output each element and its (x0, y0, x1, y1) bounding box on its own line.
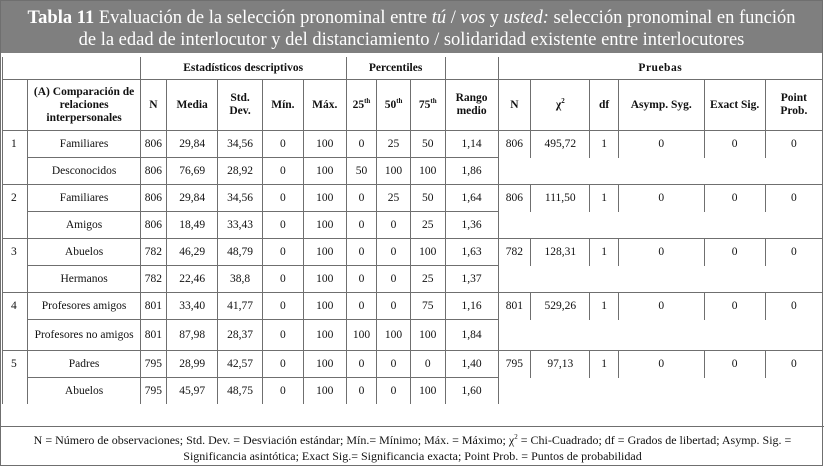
cell-p25: 0 (346, 378, 377, 405)
cell-df: 1 (590, 239, 619, 266)
header-cell-empty (28, 57, 140, 80)
cell-max: 100 (303, 185, 346, 212)
cell-exact: 0 (704, 239, 765, 266)
footnote-text-b: = Chi-Cuadrado; df = Grados de libertad; Asymp. Sig. = (517, 433, 792, 447)
cell-chi: 495,72 (531, 131, 590, 158)
title-line-2: de la edad de interlocutor y del distanciamiento / solidaridad existente entre interlocutores (78, 30, 745, 50)
header-df: df (590, 80, 619, 131)
header-chi (531, 80, 590, 131)
cell-rango: 1,60 (445, 378, 498, 405)
cell-idx (3, 212, 28, 239)
header-row-columns (3, 80, 823, 131)
cell-p75: 100 (410, 239, 445, 266)
cell-p50: 100 (377, 158, 411, 185)
cell-n: 795 (140, 378, 167, 405)
cell-rango: 1,84 (445, 320, 498, 351)
cell-min: 0 (263, 378, 304, 405)
cell-asymp: 0 (618, 239, 704, 266)
title-line-1 (9, 7, 814, 29)
cell-n2: 801 (498, 293, 531, 320)
cell-n2: 795 (498, 351, 531, 378)
cell-n: 795 (140, 351, 167, 378)
cell-p75: 0 (410, 351, 445, 378)
cell-max: 100 (303, 293, 346, 320)
cell-min: 0 (263, 131, 304, 158)
cell-n: 806 (140, 158, 167, 185)
cell-n2: 806 (498, 131, 531, 158)
cell-p25: 0 (346, 185, 377, 212)
cell-std: 28,92 (218, 158, 263, 185)
cell-max: 100 (303, 239, 346, 266)
header-cell-empty (3, 57, 28, 80)
cell-chi: 529,26 (531, 293, 590, 320)
cell-rango: 1,40 (445, 351, 498, 378)
cell-max: 100 (303, 158, 346, 185)
cell-empty-tests (498, 266, 822, 293)
table-body (3, 131, 823, 405)
cell-p75: 25 (410, 266, 445, 293)
title-usted: usted: (503, 8, 549, 28)
footnote-text-a: N = Número de observaciones; Std. Dev. = Desviación estándar; Mín.= Mínimo; Máx. = Máximo; χ (33, 433, 515, 447)
cell-p75: 75 (410, 293, 445, 320)
cell-point: 0 (765, 293, 822, 320)
cell-p25: 0 (346, 239, 377, 266)
cell-point: 0 (765, 185, 822, 212)
cell-exact: 0 (704, 131, 765, 158)
cell-label: Abuelos (28, 239, 140, 266)
cell-media: 18,49 (167, 212, 218, 239)
cell-min: 0 (263, 185, 304, 212)
header-exact: Exact Sig. (704, 80, 765, 131)
table-row (3, 293, 823, 320)
p75-number: 75 (418, 98, 431, 111)
cell-std: 33,43 (218, 212, 263, 239)
cell-p50: 25 (377, 185, 411, 212)
cell-point: 0 (765, 351, 822, 378)
cell-p25: 50 (346, 158, 377, 185)
cell-min: 0 (263, 158, 304, 185)
cell-label: Hermanos (28, 266, 140, 293)
table-row (3, 266, 823, 293)
title-text-b: selección pronominal en función (548, 8, 796, 28)
cell-media: 29,84 (167, 131, 218, 158)
cell-p25: 0 (346, 131, 377, 158)
cell-p75: 100 (410, 320, 445, 351)
header-group-pruebas: Pruebas (498, 57, 822, 80)
cell-rango: 1,14 (445, 131, 498, 158)
cell-p50: 0 (377, 212, 411, 239)
p25-number: 25 (352, 98, 365, 111)
cell-p50: 0 (377, 378, 411, 405)
cell-empty-tests (498, 378, 822, 405)
cell-max: 100 (303, 351, 346, 378)
header-p50 (377, 80, 411, 131)
cell-empty-tests (498, 158, 822, 185)
cell-min: 0 (263, 320, 304, 351)
cell-idx (3, 266, 28, 293)
cell-p75: 100 (410, 378, 445, 405)
cell-idx (3, 378, 28, 405)
cell-rango: 1,36 (445, 212, 498, 239)
cell-idx: 1 (3, 131, 28, 158)
footnote-chi-sup: 2 (514, 433, 518, 441)
cell-idx: 4 (3, 293, 28, 320)
cell-p75: 50 (410, 131, 445, 158)
header-max: Máx. (303, 80, 346, 131)
header-point: Point Prob. (765, 80, 822, 131)
cell-n: 782 (140, 266, 167, 293)
cell-empty-tests (498, 320, 822, 351)
p25-suffix: th (364, 96, 371, 105)
cell-asymp: 0 (618, 185, 704, 212)
cell-exact: 0 (704, 351, 765, 378)
title-slash: / (446, 8, 461, 28)
cell-df: 1 (590, 351, 619, 378)
cell-idx: 2 (3, 185, 28, 212)
cell-chi: 97,13 (531, 351, 590, 378)
cell-n: 806 (140, 185, 167, 212)
cell-p50: 0 (377, 293, 411, 320)
cell-asymp: 0 (618, 293, 704, 320)
table-row (3, 185, 823, 212)
footnote-line-2: Significancia asintótica; Exact Sig.= Significancia exacta; Point Prob. = Puntos de probabilidad (183, 449, 642, 463)
table-label: Tabla 11 (27, 8, 95, 28)
cell-label: Abuelos (28, 378, 140, 405)
cell-label: Familiares (28, 131, 140, 158)
cell-asymp: 0 (618, 131, 704, 158)
cell-p25: 100 (346, 320, 377, 351)
cell-label: Profesores no amigos (28, 320, 140, 351)
statistics-table (2, 57, 823, 404)
cell-rango: 1,86 (445, 158, 498, 185)
table-row (3, 131, 823, 158)
cell-n2: 782 (498, 239, 531, 266)
p75-suffix: th (430, 96, 437, 105)
title-text-a: Evaluación de la selección pronominal entre (94, 8, 432, 28)
cell-exact: 0 (704, 185, 765, 212)
chi-sup: 2 (561, 96, 565, 105)
cell-n: 806 (140, 212, 167, 239)
cell-media: 46,29 (167, 239, 218, 266)
table-row (3, 158, 823, 185)
cell-p50: 0 (377, 239, 411, 266)
cell-p75: 100 (410, 158, 445, 185)
cell-idx (3, 158, 28, 185)
chi-symbol: χ (555, 98, 562, 111)
cell-std: 38,8 (218, 266, 263, 293)
cell-std: 42,57 (218, 351, 263, 378)
cell-point: 0 (765, 239, 822, 266)
footnote-line-1 (9, 432, 816, 448)
cell-media: 45,97 (167, 378, 218, 405)
header-cell-empty (445, 57, 498, 80)
cell-std: 41,77 (218, 293, 263, 320)
cell-df: 1 (590, 131, 619, 158)
table-row (3, 239, 823, 266)
cell-p50: 100 (377, 320, 411, 351)
table-row (3, 212, 823, 239)
cell-n2: 806 (498, 185, 531, 212)
cell-p75: 50 (410, 185, 445, 212)
cell-max: 100 (303, 378, 346, 405)
cell-chi: 111,50 (531, 185, 590, 212)
cell-p50: 25 (377, 131, 411, 158)
footnote (1, 426, 824, 464)
cell-std: 28,37 (218, 320, 263, 351)
cell-max: 100 (303, 131, 346, 158)
cell-n: 782 (140, 239, 167, 266)
cell-std: 48,79 (218, 239, 263, 266)
cell-n: 801 (140, 293, 167, 320)
cell-p25: 0 (346, 351, 377, 378)
cell-idx: 3 (3, 239, 28, 266)
cell-p25: 0 (346, 212, 377, 239)
cell-p50: 0 (377, 351, 411, 378)
header-group-percentiles: Percentiles (346, 57, 445, 80)
header-row-groups (3, 57, 823, 80)
cell-media: 33,40 (167, 293, 218, 320)
cell-n: 806 (140, 131, 167, 158)
cell-max: 100 (303, 212, 346, 239)
cell-p25: 0 (346, 266, 377, 293)
cell-asymp: 0 (618, 351, 704, 378)
title-y: y (485, 8, 504, 28)
cell-label: Profesores amigos (28, 293, 140, 320)
cell-min: 0 (263, 351, 304, 378)
cell-std: 34,56 (218, 131, 263, 158)
table-row (3, 351, 823, 378)
cell-exact: 0 (704, 293, 765, 320)
cell-empty-tests (498, 212, 822, 239)
p50-number: 50 (384, 98, 397, 111)
cell-min: 0 (263, 266, 304, 293)
cell-media: 76,69 (167, 158, 218, 185)
cell-df: 1 (590, 293, 619, 320)
cell-n: 801 (140, 320, 167, 351)
cell-max: 100 (303, 320, 346, 351)
cell-point: 0 (765, 131, 822, 158)
header-cell-empty (3, 80, 28, 131)
cell-label: Amigos (28, 212, 140, 239)
cell-rango: 1,64 (445, 185, 498, 212)
cell-idx (3, 320, 28, 351)
cell-df: 1 (590, 185, 619, 212)
cell-label: Familiares (28, 185, 140, 212)
table-title (1, 1, 822, 53)
cell-p50: 0 (377, 266, 411, 293)
header-n: N (140, 80, 167, 131)
p50-suffix: th (396, 96, 403, 105)
cell-label: Desconocidos (28, 158, 140, 185)
cell-std: 48,75 (218, 378, 263, 405)
cell-idx: 5 (3, 351, 28, 378)
header-n2: N (498, 80, 531, 131)
title-tu: tú (431, 8, 447, 28)
header-p25 (346, 80, 377, 131)
header-asymp: Asymp. Syg. (618, 80, 704, 131)
cell-min: 0 (263, 239, 304, 266)
header-std: Std. Dev. (218, 80, 263, 131)
cell-media: 29,84 (167, 185, 218, 212)
header-rango: Rango medio (445, 80, 498, 131)
table-row (3, 320, 823, 351)
cell-max: 100 (303, 266, 346, 293)
cell-p75: 25 (410, 212, 445, 239)
cell-media: 28,99 (167, 351, 218, 378)
cell-rango: 1,16 (445, 293, 498, 320)
title-vos: vos (460, 8, 486, 28)
cell-p25: 0 (346, 293, 377, 320)
cell-rango: 1,37 (445, 266, 498, 293)
cell-media: 87,98 (167, 320, 218, 351)
cell-label: Padres (28, 351, 140, 378)
header-comparison: (A) Comparación de relaciones interpersonales (28, 80, 140, 131)
cell-std: 34,56 (218, 185, 263, 212)
cell-media: 22,46 (167, 266, 218, 293)
header-p75 (410, 80, 445, 131)
header-media: Media (167, 80, 218, 131)
header-min: Mín. (263, 80, 304, 131)
cell-min: 0 (263, 212, 304, 239)
cell-min: 0 (263, 293, 304, 320)
cell-rango: 1,63 (445, 239, 498, 266)
header-group-stats: Estadísticos descriptivos (140, 57, 346, 80)
cell-chi: 128,31 (531, 239, 590, 266)
table-row (3, 378, 823, 405)
